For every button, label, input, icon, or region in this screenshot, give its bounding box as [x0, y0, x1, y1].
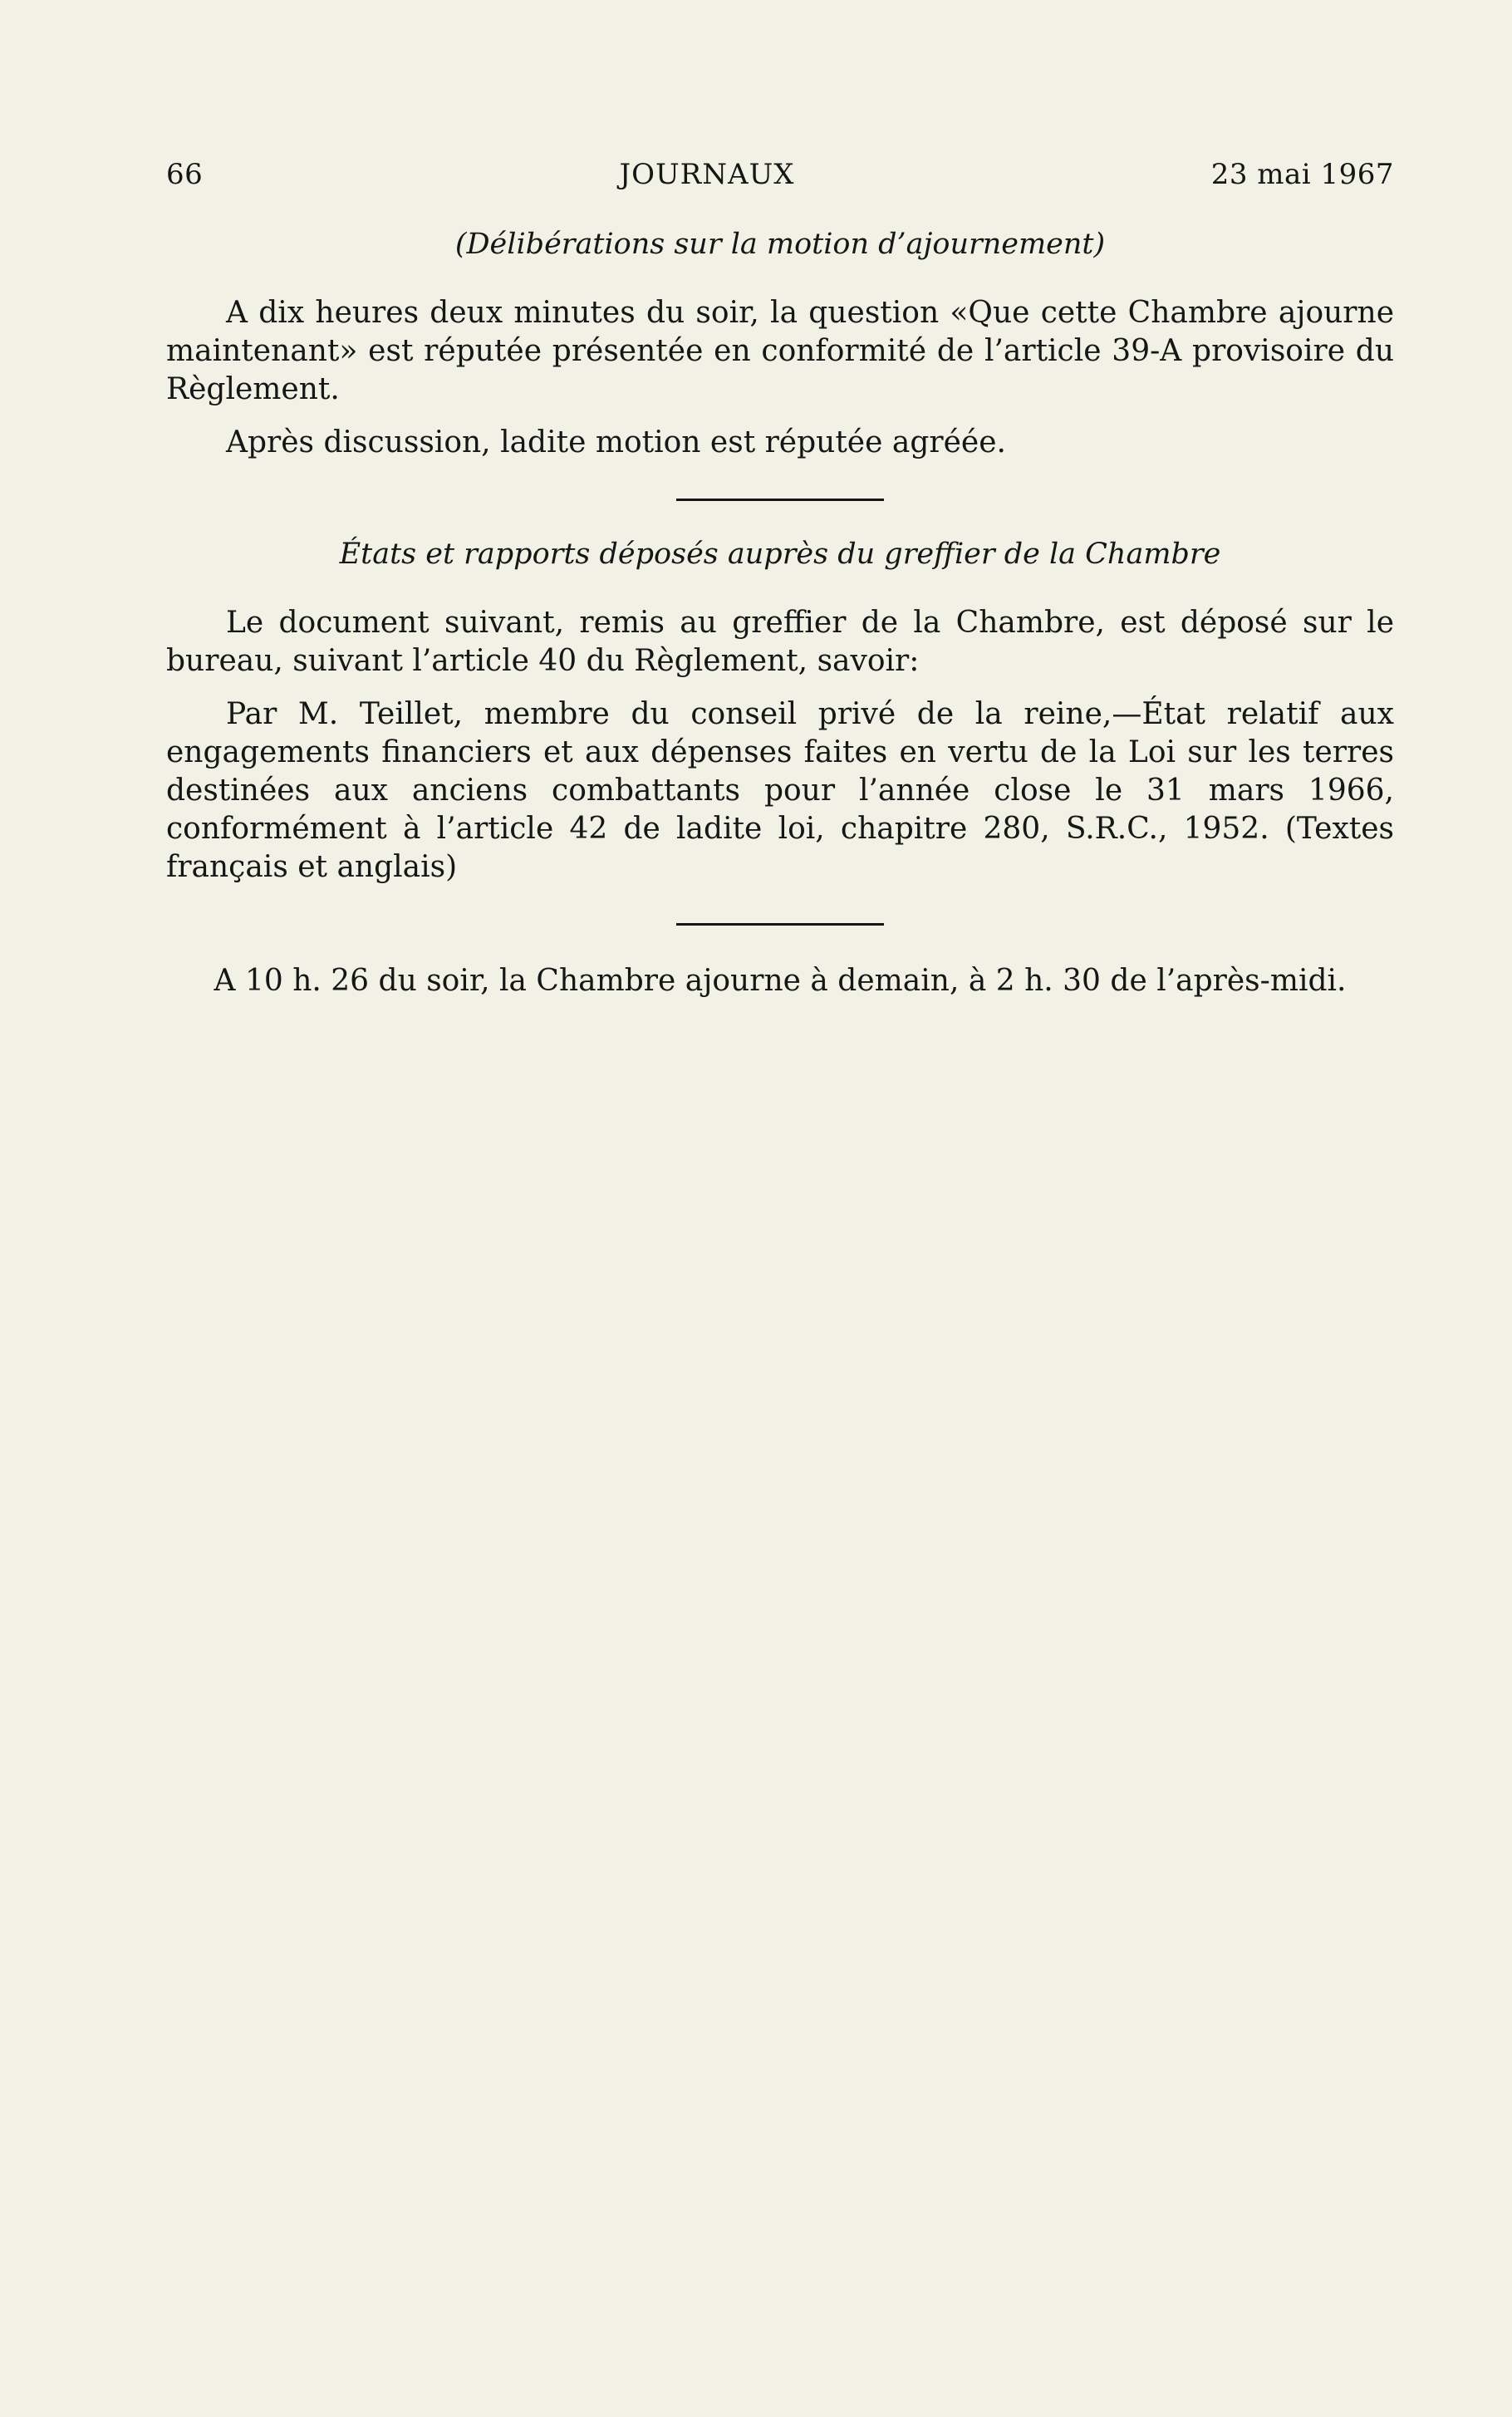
section-divider [676, 923, 884, 926]
section-divider [676, 499, 884, 501]
page-header [166, 158, 1394, 191]
paragraph: Le document suivant, remis au greffier de la Chambre, est déposé sur le bureau, suivant l’article 40 du Règlement, savoir: [166, 606, 1394, 678]
adjournment-notice: A 10 h. 26 du soir, la Chambre ajourne à demain, à 2 h. 30 de l’après-midi. [214, 964, 1347, 998]
document-page [166, 158, 1394, 1000]
running-title: JOURNAUX [619, 158, 795, 191]
header-date: 23 mai 1967 [1210, 158, 1394, 191]
section-title: (Délibérations sur la motion d’ajournement) [454, 228, 1106, 261]
page-number: 66 [166, 158, 204, 191]
paragraph: A dix heures deux minutes du soir, la question «Que cette Chambre ajourne maintenant» est réputée présentée en conformité de l’article 39-A provisoire du Règlement. [166, 296, 1394, 406]
paragraph: Par M. Teillet, membre du conseil privé de la reine,—État relatif aux engagements financiers et aux dépenses faites en vertu de la Loi sur les terres destinées aux anciens combattants pour l’année close le 31 mars 1966, conformément à l’article 42 de ladite loi, chapitre 280, S.R.C., 1952. (Textes français et anglais) [166, 697, 1394, 884]
paragraph: Après discussion, ladite motion est réputée agréée. [226, 425, 1006, 459]
section-adjournment-debate [166, 228, 1394, 462]
section-documents-tabled [166, 538, 1394, 887]
section-title: États et rapports déposés auprès du greffier de la Chambre [339, 538, 1221, 571]
